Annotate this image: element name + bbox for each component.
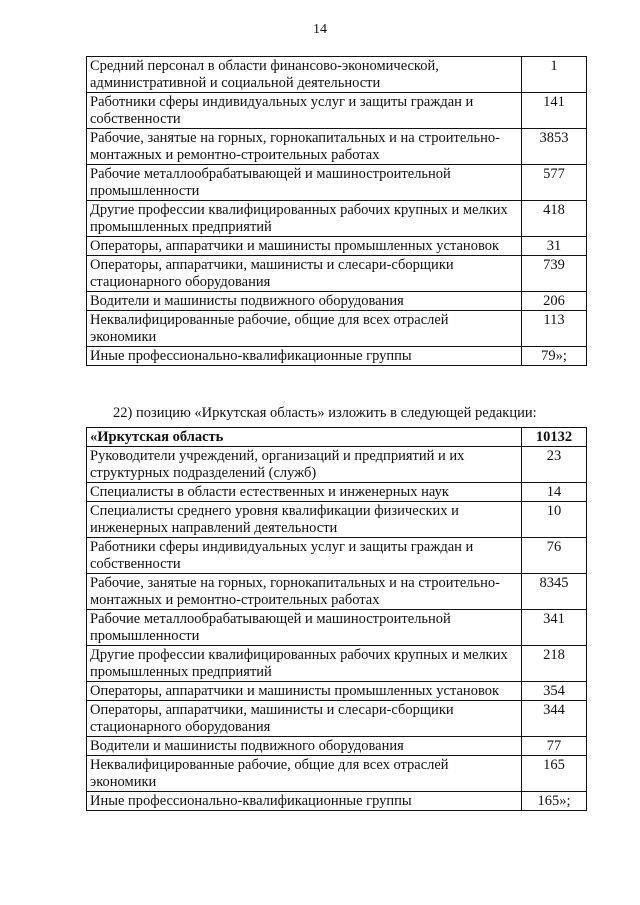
table-row	[87, 93, 587, 129]
occupation-group-count: 344	[522, 701, 587, 737]
page-number: 14	[313, 22, 327, 37]
occupation-group-count: 218	[522, 646, 587, 682]
occupation-group-name: Специалисты в области естественных и инженерных наук	[87, 483, 522, 502]
table-row	[87, 701, 587, 737]
occupation-group-name: Рабочие металлообрабатывающей и машиностроительной промышленности	[87, 610, 522, 646]
occupation-group-name: Руководители учреждений, организаций и предприятий и их структурных подразделений (служб)	[87, 447, 522, 483]
occupation-group-count: 418	[522, 201, 587, 237]
occupation-table-previous	[86, 56, 587, 366]
region-header-row	[87, 428, 587, 447]
table-row	[87, 574, 587, 610]
table-row	[87, 347, 587, 366]
table-row	[87, 756, 587, 792]
occupation-group-name: Рабочие металлообрабатывающей и машиностроительной промышленности	[87, 165, 522, 201]
occupation-group-count: 76	[522, 538, 587, 574]
region-total: 10132	[522, 428, 587, 447]
table-row	[87, 646, 587, 682]
occupation-group-name: Иные профессионально-квалификационные группы	[87, 792, 522, 811]
occupation-group-count: 341	[522, 610, 587, 646]
occupation-group-name: Рабочие, занятые на горных, горнокапитальных и на строительно-монтажных и ремонтно-строительных работах	[87, 129, 522, 165]
table-row	[87, 737, 587, 756]
occupation-group-count: 8345	[522, 574, 587, 610]
occupation-group-name: Водители и машинисты подвижного оборудования	[87, 292, 522, 311]
occupation-group-name: Иные профессионально-квалификационные группы	[87, 347, 522, 366]
table-row	[87, 610, 587, 646]
occupation-group-name: Средний персонал в области финансово-экономической, административной и социальной деятельности	[87, 57, 522, 93]
occupation-group-count: 113	[522, 311, 587, 347]
occupation-group-count: 79»;	[522, 347, 587, 366]
occupation-group-name: Работники сферы индивидуальных услуг и защиты граждан и собственности	[87, 93, 522, 129]
table-row	[87, 792, 587, 811]
occupation-group-count: 1	[522, 57, 587, 93]
table-row	[87, 237, 587, 256]
occupation-group-name: Водители и машинисты подвижного оборудования	[87, 737, 522, 756]
occupation-group-name: Другие профессии квалифицированных рабочих крупных и мелких промышленных предприятий	[87, 201, 522, 237]
amendment-instruction: 22) позицию «Иркутская область» изложить в следующей редакции:	[113, 405, 537, 421]
occupation-group-name: Другие профессии квалифицированных рабочих крупных и мелких промышленных предприятий	[87, 646, 522, 682]
occupation-group-count: 14	[522, 483, 587, 502]
occupation-group-count: 10	[522, 502, 587, 538]
region-name: «Иркутская область	[87, 428, 522, 447]
occupation-group-count: 165»;	[522, 792, 587, 811]
occupation-group-count: 354	[522, 682, 587, 701]
occupation-group-count: 23	[522, 447, 587, 483]
table-row	[87, 682, 587, 701]
occupation-group-name: Неквалифицированные рабочие, общие для всех отраслей экономики	[87, 756, 522, 792]
table-row	[87, 502, 587, 538]
occupation-group-count: 77	[522, 737, 587, 756]
table-row	[87, 256, 587, 292]
table-row	[87, 292, 587, 311]
occupation-group-name: Операторы, аппаратчики, машинисты и слесари-сборщики стационарного оборудования	[87, 701, 522, 737]
table-row	[87, 129, 587, 165]
occupation-group-count: 141	[522, 93, 587, 129]
occupation-group-name: Специалисты среднего уровня квалификации физических и инженерных направлений деятельности	[87, 502, 522, 538]
occupation-group-name: Неквалифицированные рабочие, общие для всех отраслей экономики	[87, 311, 522, 347]
occupation-table-irkutsk	[86, 427, 587, 811]
occupation-group-count: 739	[522, 256, 587, 292]
table-row	[87, 483, 587, 502]
occupation-group-name: Операторы, аппаратчики и машинисты промышленных установок	[87, 237, 522, 256]
occupation-group-count: 165	[522, 756, 587, 792]
occupation-group-name: Операторы, аппаратчики, машинисты и слесари-сборщики стационарного оборудования	[87, 256, 522, 292]
table-row	[87, 538, 587, 574]
occupation-group-name: Рабочие, занятые на горных, горнокапитальных и на строительно-монтажных и ремонтно-строительных работах	[87, 574, 522, 610]
occupation-group-count: 31	[522, 237, 587, 256]
occupation-group-count: 206	[522, 292, 587, 311]
occupation-group-name: Операторы, аппаратчики и машинисты промышленных установок	[87, 682, 522, 701]
table-row	[87, 165, 587, 201]
occupation-group-count: 3853	[522, 129, 587, 165]
table-row	[87, 447, 587, 483]
table-row	[87, 201, 587, 237]
occupation-group-name: Работники сферы индивидуальных услуг и защиты граждан и собственности	[87, 538, 522, 574]
occupation-group-count: 577	[522, 165, 587, 201]
table-row	[87, 311, 587, 347]
table-row	[87, 57, 587, 93]
